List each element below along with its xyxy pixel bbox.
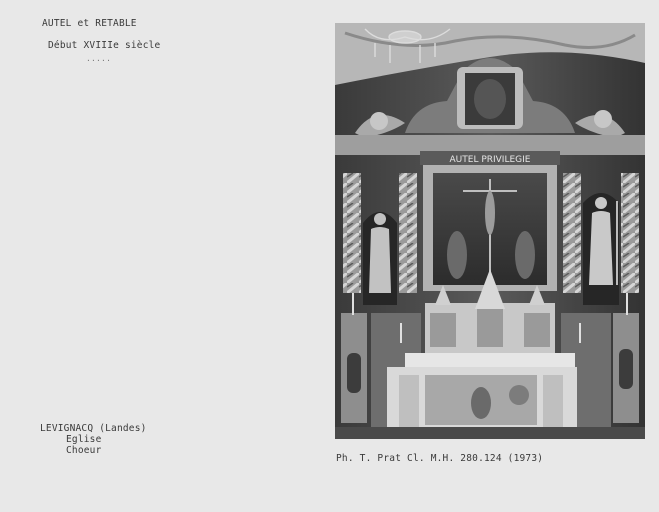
location-part-label: Choeur [66,445,102,456]
commune-label: LEVIGNACQ (Landes) [40,423,147,434]
twisted-column-left-outer [343,173,361,293]
date-line: Début XVIIIe siècle [48,40,161,51]
card-title: AUTEL et RETABLE [42,18,137,29]
altarpiece-photo [335,23,645,439]
twisted-column-right-outer [621,173,639,293]
twisted-column-left-inner [399,173,417,293]
building-label: Eglise [66,434,102,445]
twisted-column-right-inner [563,173,581,293]
date-dots: ..... [86,54,112,63]
altar-inscription: AUTEL PRIVILEGIE [449,155,531,165]
photo-credit: Ph. T. Prat Cl. M.H. 280.124 (1973) [336,453,544,464]
altar-mensa [405,353,575,367]
